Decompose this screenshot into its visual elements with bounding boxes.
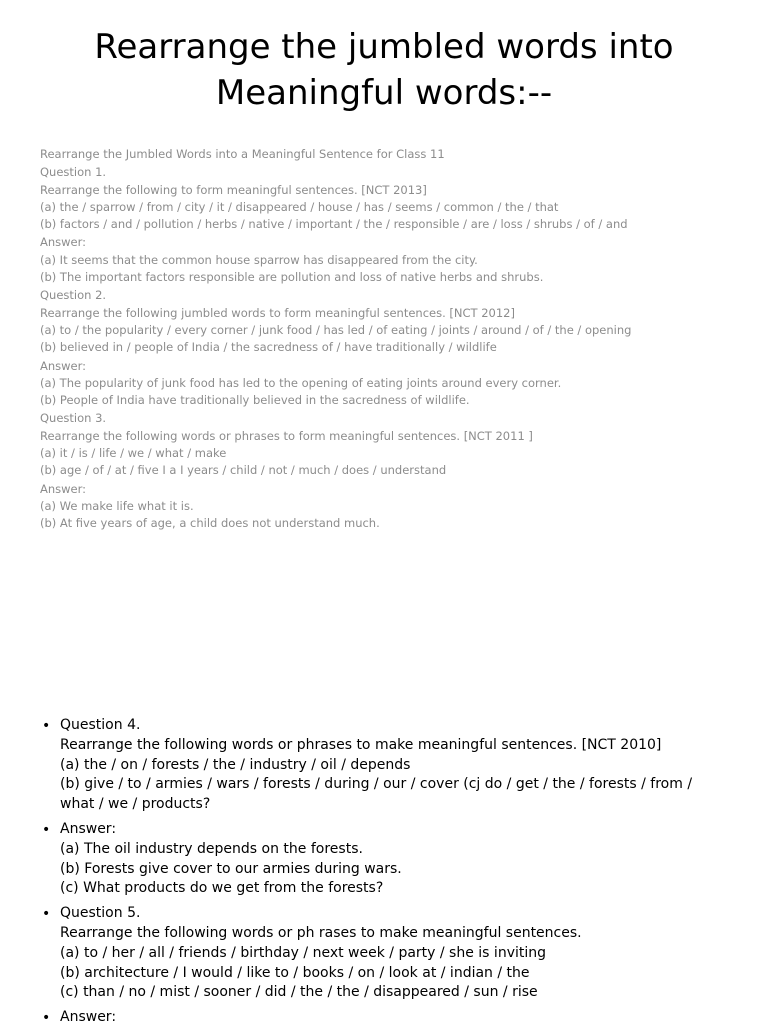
bullet-line: • Question 5. xyxy=(60,905,141,922)
text-line: Answer: xyxy=(40,235,87,250)
bullet-item-question-4 xyxy=(42,716,742,815)
text-line: Question 1. xyxy=(40,165,107,180)
bullet-line: (b) give / to / armies / wars / forests / during / our / cover (cj do / get / the / forests / from / xyxy=(60,776,693,793)
bullet-line: what / we / products? xyxy=(60,796,211,813)
bullet-line: • Answer: xyxy=(60,820,117,837)
text-line: (a) it / is / life / we / what / make xyxy=(40,446,227,461)
text-group-question-3 xyxy=(40,410,740,479)
text-group-answer-2 xyxy=(40,358,740,410)
text-line: (a) the / sparrow / from / city / it / disappeared / house / has / seems / common / the / that xyxy=(40,199,559,214)
bullet-item-question-5 xyxy=(42,904,742,1003)
text-line: (b) The important factors responsible are pollution and loss of native herbs and shrubs. xyxy=(40,270,544,285)
text-group-heading xyxy=(40,146,740,163)
text-line: (b) People of India have traditionally believed in the sacredness of wildlife. xyxy=(40,393,470,408)
bullet-line: (b) architecture / I would / like to / books / on / look at / indian / the xyxy=(60,964,530,981)
text-line: (a) to / the popularity / every corner / junk food / has led / of eating / joints / around / of / the / opening xyxy=(40,322,632,337)
slide-title-line-1: Rearrange the jumbled words into xyxy=(94,27,674,67)
text-line: Answer: xyxy=(40,481,87,496)
text-group-answer-3 xyxy=(40,481,740,533)
text-line: Question 3. xyxy=(40,411,107,426)
slide-title xyxy=(0,24,768,116)
text-line: Rearrange the following words or phrases to form meaningful sentences. [NCT 2011 ] xyxy=(40,428,533,443)
bullet-item-answer-4 xyxy=(42,820,742,899)
bullet-line: Rearrange the following words or phrases to make meaningful sentences. [NCT 2010] xyxy=(60,736,662,753)
text-line: (a) It seems that the common house sparrow has disappeared from the city. xyxy=(40,252,478,267)
text-line: Rearrange the following to form meaningful sentences. [NCT 2013] xyxy=(40,182,427,197)
text-group-question-2 xyxy=(40,287,740,356)
bullet-line: (c) What products do we get from the forests? xyxy=(60,880,384,897)
text-line: (b) factors / and / pollution / herbs / native / important / the / responsible / are / loss / shrubs / of / and xyxy=(40,217,628,232)
text-line: (b) age / of / at / five I a I years / child / not / much / does / understand xyxy=(40,463,447,478)
exercise-text-block xyxy=(40,146,740,533)
text-line: Rearrange the Jumbled Words into a Meaningful Sentence for Class 11 xyxy=(40,147,445,161)
text-line: (a) We make life what it is. xyxy=(40,498,194,513)
bullet-item-answer-5 xyxy=(42,1008,742,1028)
bullet-line: • Question 4. xyxy=(60,717,141,733)
slide-title-line-2: Meaningful words:-- xyxy=(215,73,553,113)
bullet-line: (b) Forests give cover to our armies during wars. xyxy=(60,860,402,877)
text-line: (b) believed in / people of India / the sacredness of / have traditionally / wildlife xyxy=(40,340,497,355)
text-line: Rearrange the following jumbled words to form meaningful sentences. [NCT 2012] xyxy=(40,305,515,320)
text-group-question-1 xyxy=(40,164,740,233)
bullet-line: (a) to / her / all / friends / birthday / next week / party / she is inviting xyxy=(60,944,547,961)
bullet-line: • Answer: xyxy=(60,1009,117,1026)
text-line: (a) The popularity of junk food has led to the opening of eating joints around every corner. xyxy=(40,375,562,390)
bullet-line: Rearrange the following words or ph rases to make meaningful sentences. xyxy=(60,924,582,941)
text-line: (b) At five years of age, a child does not understand much. xyxy=(40,516,380,531)
bullet-list xyxy=(42,716,742,1033)
text-group-answer-1 xyxy=(40,234,740,286)
bullet-line: (a) The oil industry depends on the forests. xyxy=(60,840,363,857)
text-line: Question 2. xyxy=(40,288,107,303)
bullet-line: (c) than / no / mist / sooner / did / the / the / disappeared / sun / rise xyxy=(60,984,538,1001)
text-line: Answer: xyxy=(40,358,87,373)
bullet-line: (a) the / on / forests / the / industry / oil / depends xyxy=(60,756,411,773)
